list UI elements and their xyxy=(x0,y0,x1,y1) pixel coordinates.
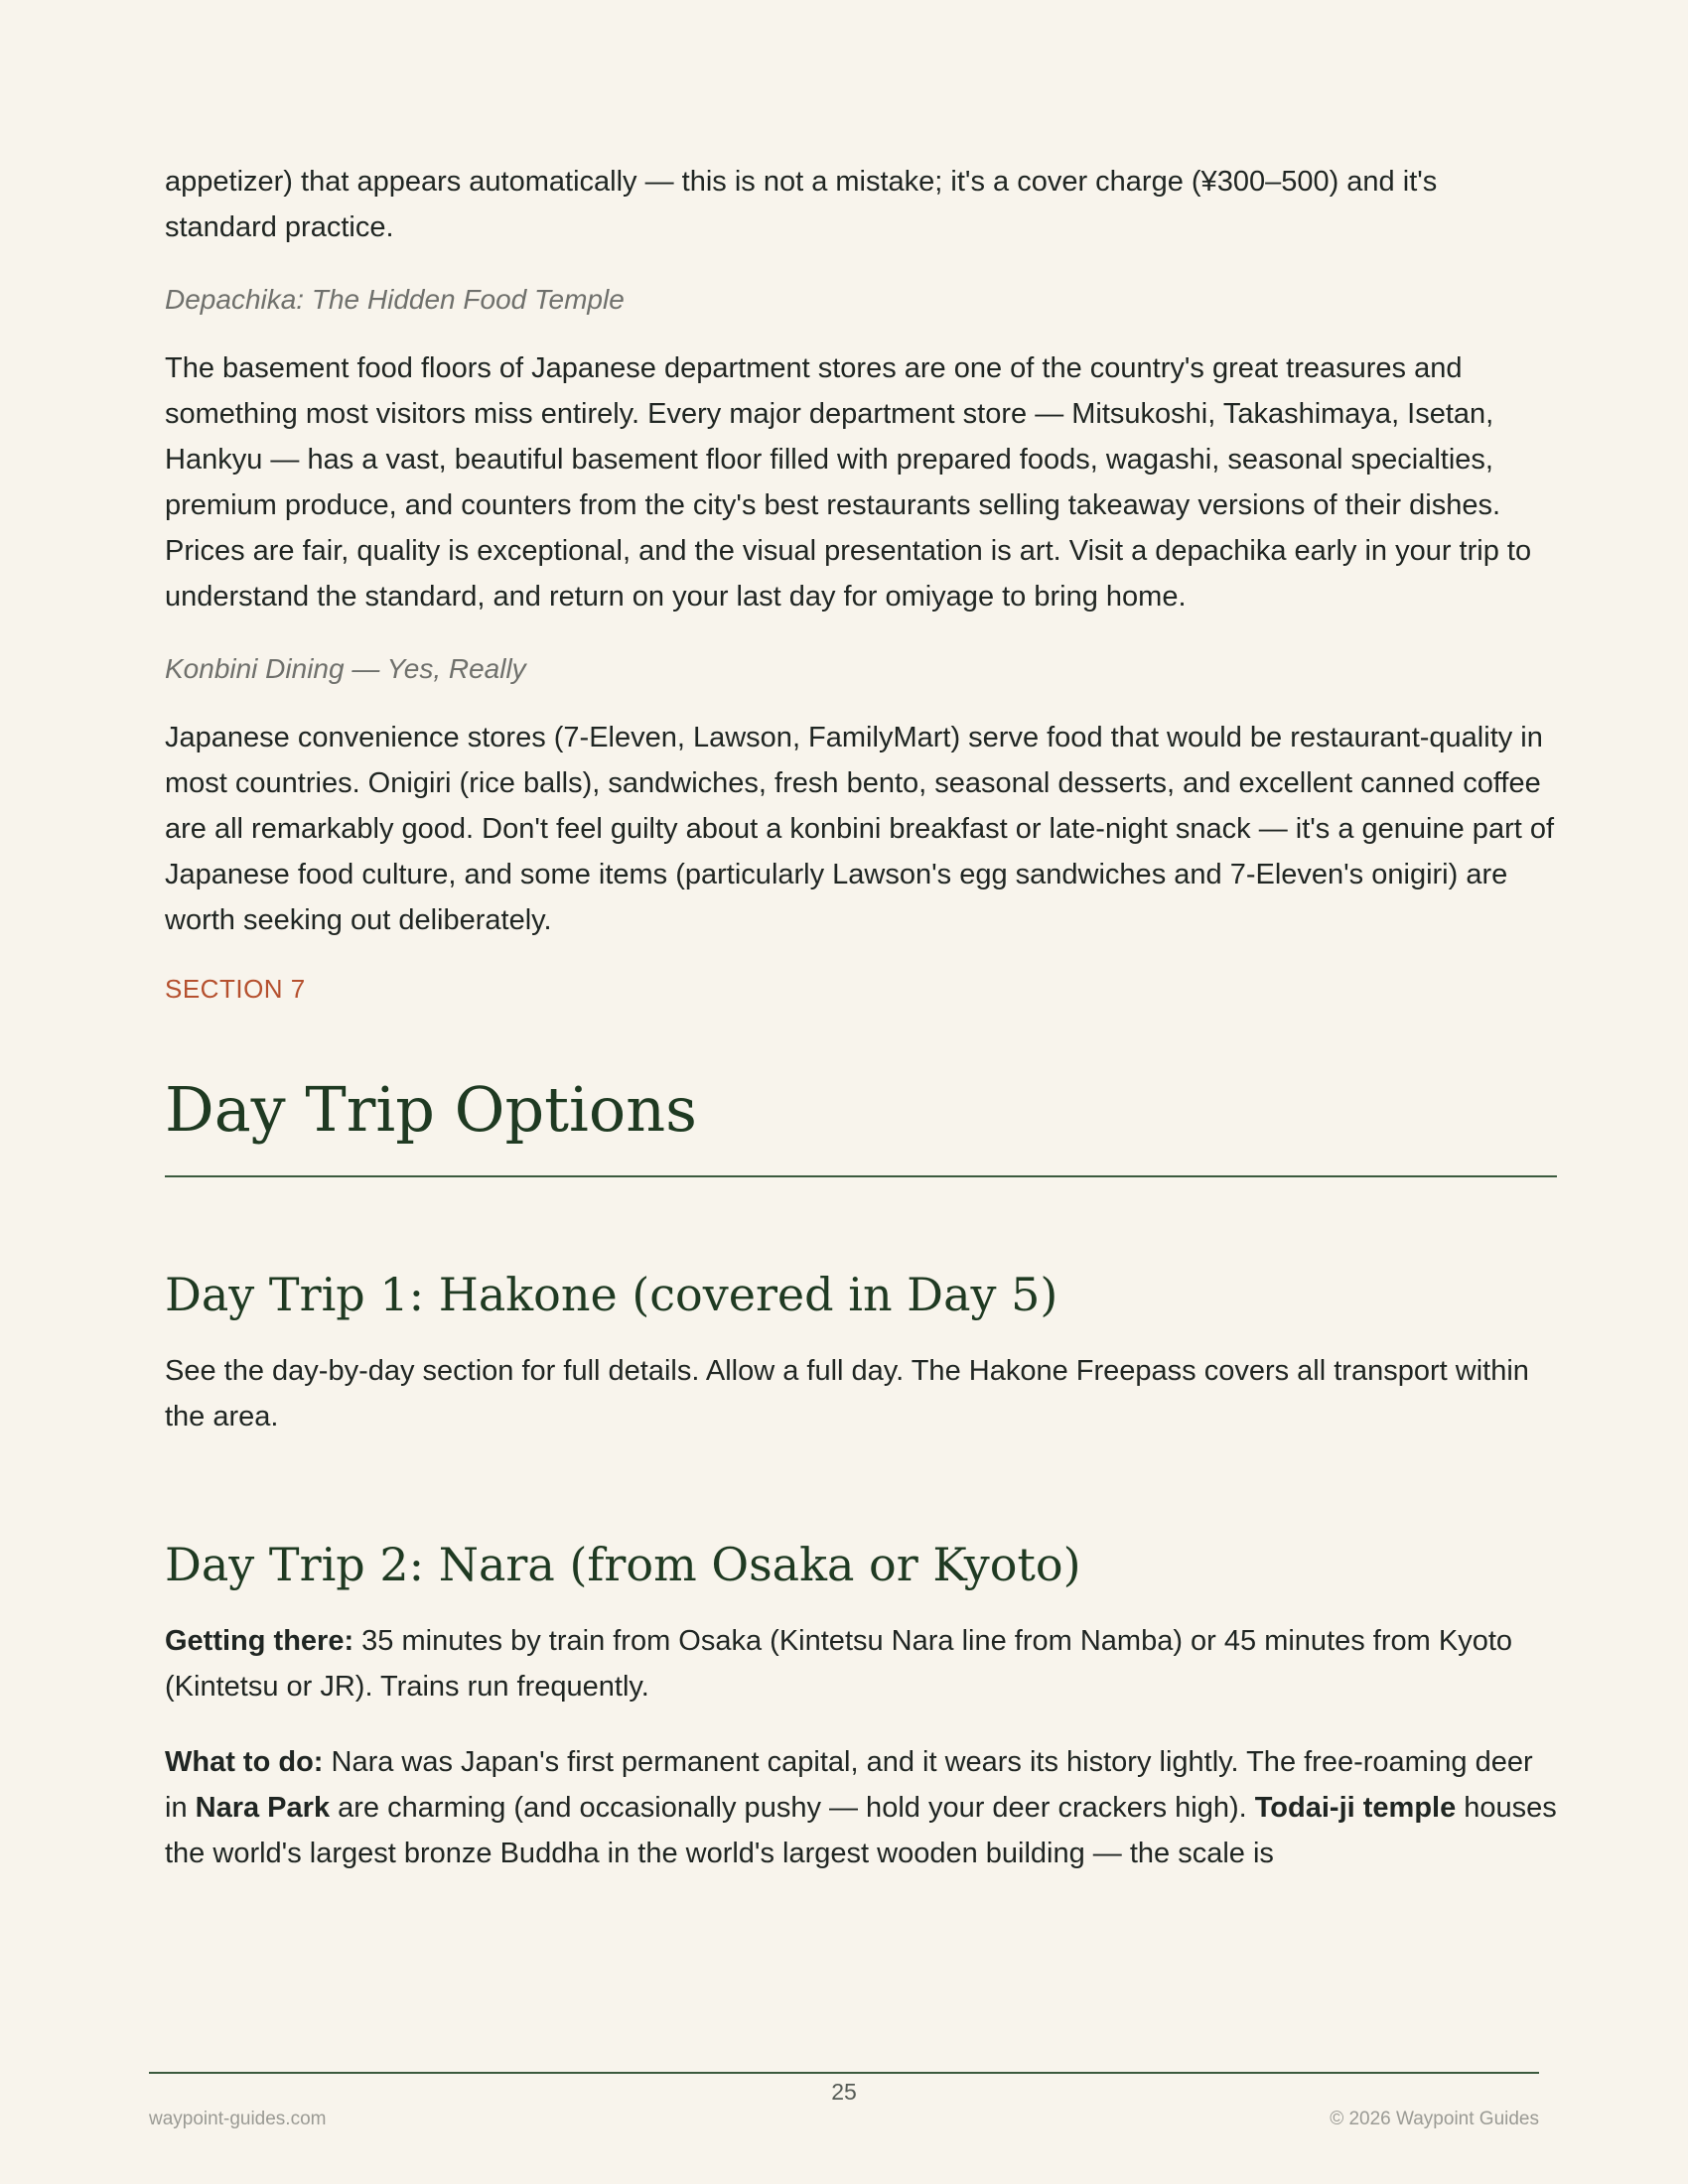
konbini-paragraph: Japanese convenience stores (7-Eleven, Lawson, FamilyMart) serve food that would be restaurant-quality in most countries. Onigiri (rice balls), sandwiches, fresh bento, seasonal desserts, and excellent canned coffee are all remarkably good. Don't feel guilty about a konbini breakfast or late-night snack — it's a genuine part of Japanese food culture, and some items (particularly Lawson's egg sandwiches and 7-Eleven's onigiri) are worth seeking out deliberately. xyxy=(165,722,1555,936)
footer-divider xyxy=(149,2072,1539,2074)
depachika-paragraph: The basement food floors of Japanese department stores are one of the country's great treasures and something most visitors miss entirely. Every major department store — Mitsukoshi, Takashimaya, Isetan, Hankyu — has a vast, beautiful basement floor filled with prepared foods, wagashi, seasonal specialties, premium produce, and counters from the city's best restaurants selling takeaway versions of their dishes. Prices are fair, quality is exceptional, and the visual presentation is art. Visit a depachika early in your trip to understand the standard, and return on your last day for omiyage to bring home. xyxy=(165,352,1532,613)
trip2-what-to-do xyxy=(165,1739,1557,1876)
footer-copyright: © 2026 Waypoint Guides xyxy=(1330,2109,1539,2129)
page-content xyxy=(165,159,1557,1876)
getting-there-text: 35 minutes by train from Osaka (Kintetsu Nara line from Namba) or 45 minutes from Kyoto (Kintetsu or JR). Trains run frequently. xyxy=(165,1625,1513,1703)
footer-website: waypoint-guides.com xyxy=(149,2109,327,2129)
trip2-getting-there xyxy=(165,1618,1557,1709)
todai-ji-bold: Todai-ji temple xyxy=(1254,1792,1457,1824)
depachika-heading: Depachika: The Hidden Food Temple xyxy=(165,284,625,315)
trip1-title: Day Trip 1: Hakone (covered in Day 5) xyxy=(165,1268,1058,1321)
what-to-do-label: What to do: xyxy=(165,1746,324,1778)
konbini-heading: Konbini Dining — Yes, Really xyxy=(165,653,526,684)
intro-paragraph: appetizer) that appears automatically — this is not a mistake; it's a cover charge (¥300–500) and it's standard practice. xyxy=(165,166,1438,243)
what-to-do-text-2: are charming (and occasionally pushy — hold your deer crackers high). xyxy=(330,1792,1255,1824)
what-to-do-text: Nara was Japan's first permanent capital, and it wears its history lightly. The free-roaming deer in xyxy=(165,1746,1533,1824)
nara-park-bold: Nara Park xyxy=(195,1792,331,1824)
trip2-title: Day Trip 2: Nara (from Osaka or Kyoto) xyxy=(165,1538,1081,1591)
trip1-paragraph: See the day-by-day section for full details. Allow a full day. The Hakone Freepass covers all transport within the area. xyxy=(165,1355,1529,1433)
section-divider xyxy=(165,1175,1557,1177)
page-number: 25 xyxy=(831,2079,857,2105)
what-to-do-text-3: houses the world's largest bronze Buddha in the world's largest wooden building — the scale is xyxy=(165,1792,1557,1869)
section-label: SECTION 7 xyxy=(165,974,306,1004)
section-title: Day Trip Options xyxy=(165,1073,697,1146)
getting-there-label: Getting there: xyxy=(165,1625,354,1657)
